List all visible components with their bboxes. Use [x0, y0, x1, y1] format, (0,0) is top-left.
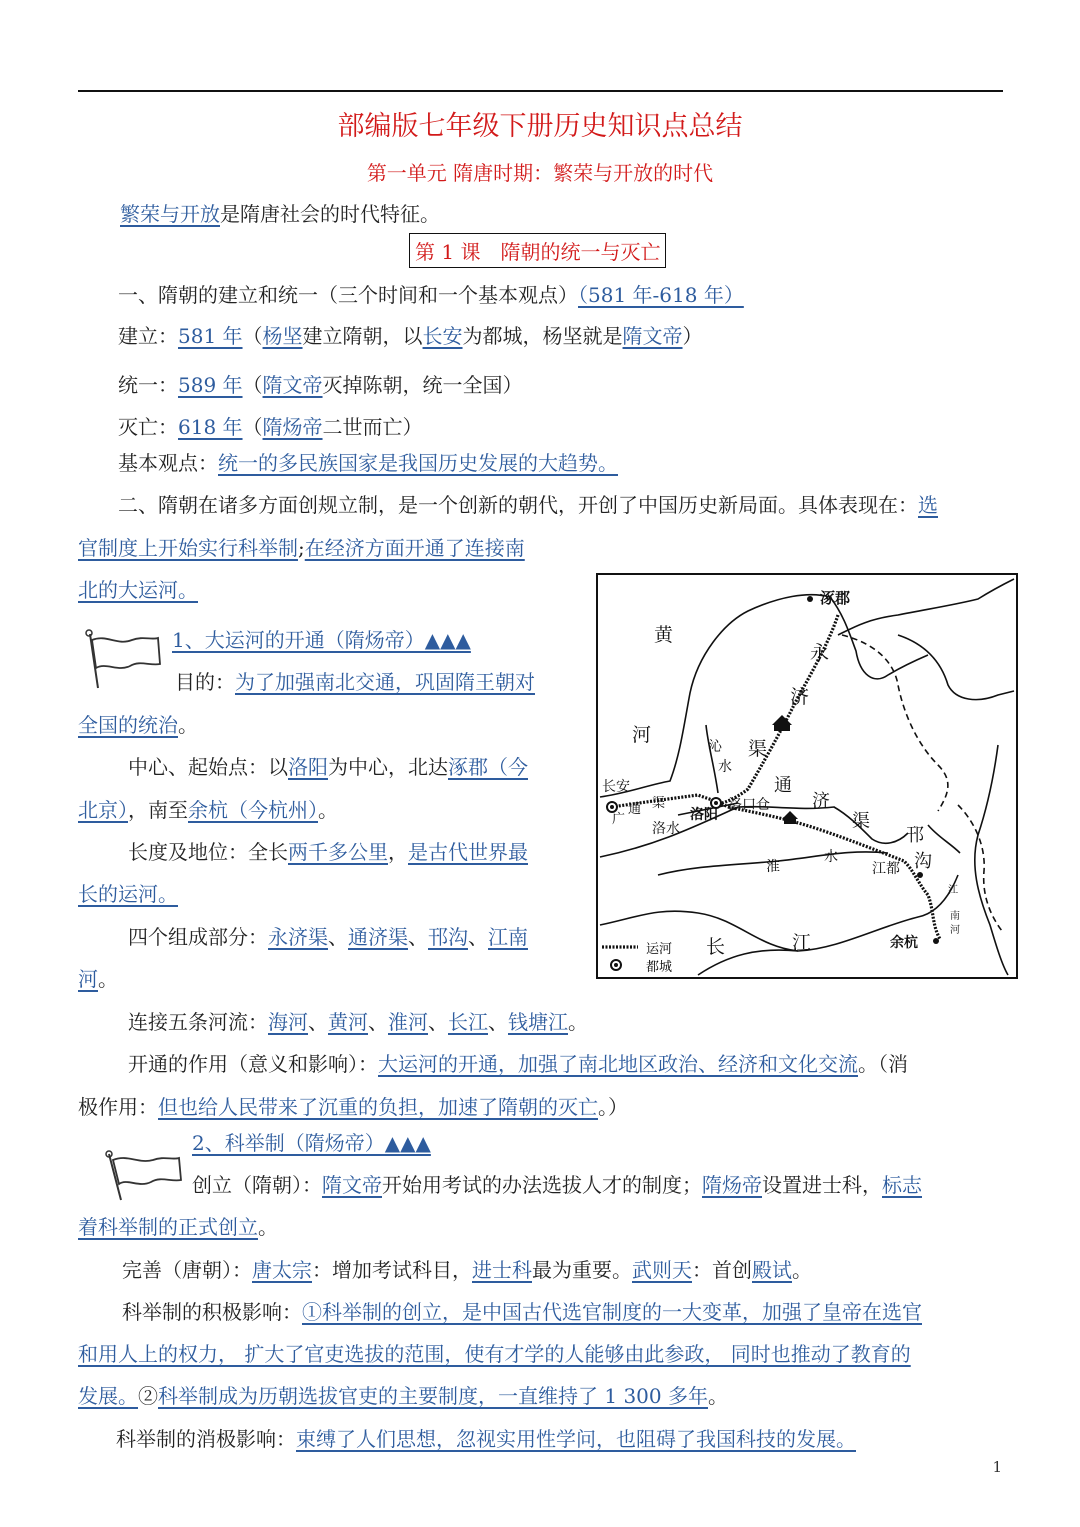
map-label: 河 — [632, 724, 652, 746]
keju-text: 最为重要。 — [532, 1258, 632, 1282]
keju-create-label: 创立（隋朝）： — [192, 1173, 322, 1197]
section1-heading — [118, 280, 744, 310]
keju-text: ：首创 — [692, 1258, 752, 1282]
keju-keyword: 隋文帝 — [322, 1173, 382, 1197]
section2-keyword: 选 — [918, 493, 938, 517]
section2-keyword: 在经济方面开通了连接南 — [304, 536, 525, 560]
canal-effect-text: 。（消 — [858, 1052, 908, 1076]
map-label: 沟 — [914, 851, 932, 872]
map-label: 河 — [950, 925, 960, 936]
legend-canal-label: 运河 — [646, 942, 673, 957]
map-canvas — [598, 575, 1016, 977]
canal-center-keyword: 北京） — [78, 798, 128, 822]
canal-center-keyword: 余杭（今杭州） — [188, 798, 318, 822]
jianli-keyword: 长安 — [422, 324, 463, 348]
keju-text: ② — [138, 1384, 158, 1408]
canal-rivers-line: 连接五条河流：海河、黄河、淮河、长江、钱塘江。 — [128, 1010, 588, 1034]
canal-center-keyword: 洛阳 — [288, 755, 328, 779]
map-label: 济 — [790, 686, 810, 708]
miewang-line — [118, 412, 423, 442]
keju-keyword: 武则天 — [632, 1258, 692, 1282]
tongyi-label: 统一： — [118, 373, 178, 397]
canal-parts-line1: 四个组成部分：永济渠、通济渠、邗沟、江南 — [128, 925, 528, 949]
map-label: 永 — [810, 642, 830, 664]
punct: 。 — [258, 1215, 278, 1239]
map-label: 洛水 — [652, 821, 680, 837]
canal-purpose-text: 全国的统治 — [78, 713, 178, 737]
jianli-line — [118, 321, 703, 351]
canal-center-keyword: 涿郡（今 — [448, 755, 528, 779]
canal-part: 通济渠 — [348, 925, 408, 949]
map-label: 洛阳 — [690, 807, 718, 823]
canal-length-line2 — [78, 879, 178, 909]
tongyi-text: 灭掉陈朝，统一全国） — [322, 373, 523, 397]
keju-text: ：增加考试科目， — [312, 1258, 472, 1282]
tongyi-text: （ — [242, 373, 263, 397]
canal-length-keyword: 两千多公里 — [288, 840, 388, 864]
section2-keyword: 官制度上开始实行科举制 — [78, 536, 298, 560]
canal-neg-label: 极作用： — [78, 1095, 158, 1119]
miewang-keyword: 隋炀帝 — [262, 415, 323, 439]
section1-text: 一、隋朝的建立和统一（三个时间和一个基本观点） — [118, 283, 578, 307]
tongyi-line — [118, 370, 523, 400]
keju-negative-text: 束缚了人们思想，忽视实用性学问，也阻碍了我国科技的发展。 — [296, 1427, 856, 1451]
lesson-title: 第 1 课 隋朝的统一与灭亡 — [409, 233, 666, 268]
punct: 。 — [318, 798, 338, 822]
keju-improve-label: 完善（唐朝）： — [122, 1258, 252, 1282]
keju-positive-label: 科举制的积极影响： — [122, 1300, 302, 1324]
punct: 。） — [598, 1095, 628, 1119]
canal-part: 江南 — [488, 925, 528, 949]
guandian-line — [118, 448, 618, 478]
punct: 。 — [178, 713, 198, 737]
map-label: 长安 — [602, 779, 630, 795]
map-label: 江都 — [872, 861, 900, 877]
section2-para — [78, 484, 1006, 526]
jianli-year: 581 年 — [178, 324, 243, 348]
canal-part: 邗沟 — [428, 925, 468, 949]
map-label: 余杭 — [890, 935, 918, 951]
grand-canal-map — [596, 573, 1018, 979]
canal-purpose-line2 — [78, 710, 198, 740]
map-label: 通 — [774, 775, 792, 796]
keju-text: 设置进士科， — [762, 1173, 882, 1197]
legend-capital-label: 都城 — [646, 960, 673, 975]
miewang-text: （ — [242, 415, 263, 439]
section2-keyword: 北的大运河。 — [78, 578, 198, 602]
keju-positive-text: ①科举制的创立，是中国古代选官制度的一大变革，加强了皇帝在选官 — [302, 1300, 922, 1324]
canal-rivers-label: 连接五条河流： — [128, 1010, 268, 1034]
canal-parts-line2 — [78, 964, 118, 994]
map-label: 黄 — [654, 624, 674, 646]
canal-neg-text: 但也给人民带来了沉重的负担，加速了隋朝的灭亡 — [158, 1095, 598, 1119]
keju-negative-label: 科举制的消极影响： — [116, 1427, 296, 1451]
canal-purpose-text: 为了加强南北交通，巩固隋王朝对 — [235, 670, 535, 694]
map-label: 江 — [792, 932, 812, 954]
map-label: 洛口仓 — [728, 797, 770, 813]
keju-keyword: 标志 — [882, 1173, 922, 1197]
map-label: 南 — [950, 911, 960, 922]
map-label: 邗 — [906, 825, 924, 846]
canal-length-keyword: 长的运河。 — [78, 882, 178, 906]
flag-icon — [82, 628, 164, 690]
page-number: 1 — [992, 1458, 1002, 1476]
keju-positive-text: 和用人上的权力， 扩大了官吏选拔的范围，使有才学的人能够由此参政， 同时也推动了教育的 — [78, 1342, 911, 1366]
river-name: 黄河 — [328, 1010, 368, 1034]
canal-center-text: ，南至 — [128, 798, 188, 822]
canal-heading-text: 1、大运河的开通（隋炀帝）▲▲▲ — [172, 628, 471, 652]
jianli-text: （ — [242, 324, 263, 348]
keju-improve-line — [122, 1255, 812, 1285]
keju-positive-line1 — [122, 1297, 922, 1327]
section2-line3 — [78, 575, 198, 605]
canal-length-keyword: 是古代世界最 — [408, 840, 528, 864]
map-label: 渠 — [748, 738, 768, 760]
map-label: 沁 — [708, 739, 722, 755]
map-label: 渠 — [652, 796, 666, 811]
miewang-text: 二世而亡） — [322, 415, 423, 439]
intro-keyword: 繁荣与开放 — [120, 202, 220, 226]
tongyi-year: 589 年 — [178, 373, 243, 397]
river-name: 钱塘江 — [508, 1010, 568, 1034]
keju-positive-text: 科举制成为历朝选拔官吏的主要制度，一直维持了 1 300 多年 — [158, 1384, 708, 1408]
keju-create-line1 — [192, 1170, 922, 1200]
canal-effect-line2 — [78, 1092, 628, 1122]
keju-keyword: 着科举制的正式创立 — [78, 1215, 258, 1239]
punct: 。 — [792, 1258, 812, 1282]
map-legend — [602, 942, 672, 975]
punct: 。 — [707, 1384, 728, 1408]
keju-keyword: 进士科 — [472, 1258, 532, 1282]
keju-positive-text: 发展。 — [78, 1384, 138, 1408]
canal-length-line1 — [128, 837, 528, 867]
top-rule — [78, 90, 1003, 92]
keju-positive-line3 — [78, 1381, 728, 1411]
keju-heading-text: 2、科举制（隋炀帝）▲▲▲ — [192, 1131, 431, 1155]
miewang-year: 618 年 — [178, 415, 243, 439]
canal-length-label: 长度及地位：全长 — [128, 840, 288, 864]
page-title: 部编版七年级下册历史知识点总结 — [337, 111, 743, 142]
granary-icon — [782, 811, 798, 824]
flag-icon — [103, 1150, 185, 1202]
section2-text: 二、隋朝在诸多方面创规立制，是一个创新的朝代，开创了中国历史新局面。具体表现在： — [118, 493, 918, 517]
map-label: 渠 — [852, 811, 870, 832]
canal-purpose-label: 目的： — [175, 670, 235, 694]
river-name: 淮河 — [388, 1010, 428, 1034]
keju-keyword: 殿试 — [752, 1258, 792, 1282]
tongyi-keyword: 隋文帝 — [262, 373, 323, 397]
section2-line2 — [78, 533, 525, 563]
canal-part: 河 — [78, 967, 98, 991]
city-dot — [933, 938, 939, 944]
canal-center-line1 — [128, 752, 528, 782]
canal-effect-text: 大运河的开通，加强了南北地区政治、经济和文化交流 — [378, 1052, 858, 1076]
unit-title: 第一单元 隋唐时期：繁荣与开放的时代 — [366, 161, 714, 185]
keju-keyword: 唐太宗 — [252, 1258, 312, 1282]
canal-center-text: 为中心，北达 — [328, 755, 448, 779]
keju-text: 开始用考试的办法选拔人才的制度； — [382, 1173, 702, 1197]
canal-length-text: ， — [388, 840, 408, 864]
canal-heading — [172, 625, 471, 655]
canal-center-label: 中心、起始点：以 — [128, 755, 288, 779]
intro-text: 是隋唐社会的时代特征。 — [220, 202, 440, 226]
canal-parts-label: 四个组成部分： — [128, 925, 268, 949]
jianli-text: 为都城，杨坚就是 — [462, 324, 623, 348]
keju-create-line2 — [78, 1212, 278, 1242]
map-label: 通 — [628, 802, 642, 817]
section2-text: ; — [298, 536, 305, 560]
river-name: 长江 — [448, 1010, 488, 1034]
keju-negative-line — [116, 1424, 856, 1454]
map-label: 广 — [612, 812, 626, 827]
punct: 。 — [568, 1010, 588, 1034]
canal-effect-line1 — [128, 1049, 908, 1079]
punct: 。 — [98, 967, 118, 991]
guandian-label: 基本观点： — [118, 451, 218, 475]
map-label: 水 — [718, 759, 732, 775]
canal-center-line2 — [78, 795, 338, 825]
guandian-keyword: 统一的多民族国家是我国历史发展的大趋势。 — [218, 451, 618, 475]
jianli-keyword: 隋文帝 — [622, 324, 683, 348]
section1-years: （581 年-618 年） — [578, 283, 744, 307]
canal-part: 永济渠 — [268, 925, 328, 949]
map-label: 淮 — [766, 859, 780, 875]
jianli-text: ） — [682, 324, 703, 348]
keju-keyword: 隋炀帝 — [702, 1173, 762, 1197]
city-dot — [807, 596, 813, 602]
jianli-label: 建立： — [118, 324, 178, 348]
intro-line — [120, 199, 440, 229]
canal-purpose-line1 — [175, 667, 535, 697]
jianli-keyword: 杨坚 — [262, 324, 303, 348]
map-label: 济 — [812, 791, 830, 812]
city-dot — [917, 872, 923, 878]
river-name: 海河 — [268, 1010, 308, 1034]
map-label: 江 — [948, 885, 958, 896]
map-label: 涿郡 — [820, 589, 851, 607]
capital-icon — [607, 802, 617, 812]
keju-positive-line2 — [78, 1339, 911, 1369]
canal-effect-label: 开通的作用（意义和影响）： — [128, 1052, 378, 1076]
jianli-text: 建立隋朝，以 — [302, 324, 423, 348]
miewang-label: 灭亡： — [118, 415, 178, 439]
map-label: 水 — [824, 849, 838, 865]
map-label: 长 — [706, 936, 726, 958]
keju-heading — [192, 1128, 431, 1158]
